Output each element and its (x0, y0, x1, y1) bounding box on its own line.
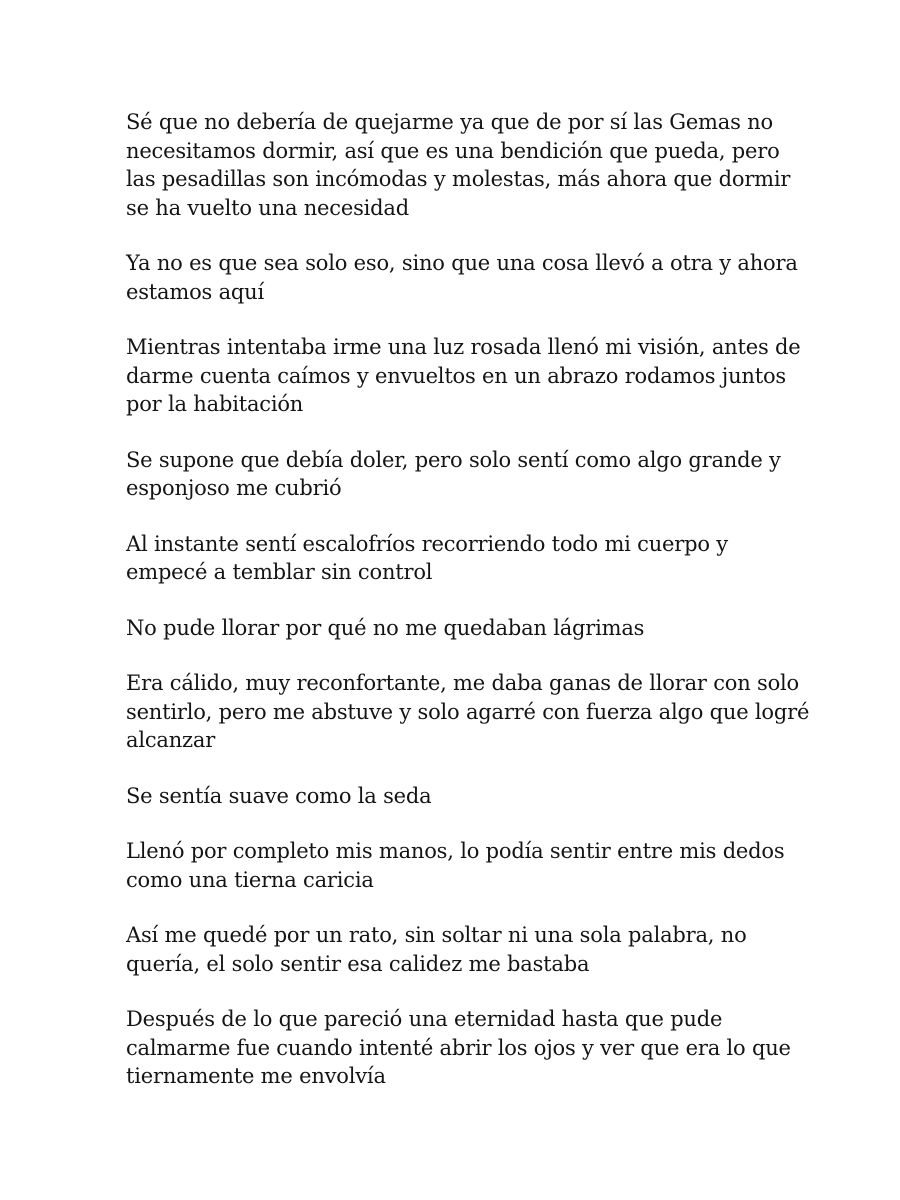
text-line: Después de lo que pareció una eternidad hasta que pude (126, 1007, 723, 1031)
text-line: Ya no es que sea solo eso, sino que una cosa llevó a otra y ahora (126, 251, 798, 275)
text-line: se ha vuelto una necesidad (126, 195, 409, 220)
text-line: esponjoso me cubrió (126, 476, 342, 500)
text-line: sentirlo, pero me abstuve y solo agarré con fuerza algo que logré (126, 699, 810, 724)
text-line: estamos aquí (126, 279, 264, 304)
text-line: Se sentía suave como la seda (126, 783, 432, 808)
text-line: Se supone que debía doler, pero solo sentí como algo grande y (126, 447, 781, 472)
text-line: alcanzar (126, 728, 216, 752)
text-line: Era cálido, muy reconfortante, me daba ganas de llorar con solo (126, 671, 799, 695)
text-line: darme cuenta caímos y envueltos en un abrazo rodamos juntos (126, 363, 786, 388)
paragraph (126, 108, 806, 222)
document-body (126, 108, 810, 1118)
text-line: quería, el solo sentir esa calidez me bastaba (126, 951, 590, 976)
paragraph (126, 333, 806, 419)
paragraph (126, 614, 806, 643)
text-line: Mientras intentaba irme una luz rosada llenó mi visión, antes de (126, 335, 801, 359)
text-line: No pude llorar por qué no me quedaban lágrimas (126, 615, 645, 640)
text-line: empecé a temblar sin control (126, 560, 433, 584)
text-line: Al instante sentí escalofríos recorriendo todo mi cuerpo y (126, 531, 728, 556)
paragraph (126, 782, 806, 811)
text-line: Así me quedé por un rato, sin soltar ni una sola palabra, no (126, 923, 747, 947)
paragraph (126, 530, 806, 587)
text-line: Llenó por completo mis manos, lo podía sentir entre mis dedos (126, 839, 785, 863)
paragraph (126, 837, 806, 894)
paragraph (126, 921, 806, 978)
text-line: como una tierna caricia (126, 867, 374, 892)
text-line: por la habitación (126, 392, 304, 416)
text-line: necesitamos dormir, así que es una bendición que pueda, pero (126, 138, 780, 163)
paragraph (126, 669, 810, 755)
paragraph (126, 1005, 806, 1091)
text-line: las pesadillas son incómodas y molestas, más ahora que dormir (126, 167, 791, 191)
text-line: Sé que no debería de quejarme ya que de por sí las Gemas no (126, 110, 773, 134)
text-line: tiernamente me envolvía (126, 1064, 386, 1088)
paragraph (126, 446, 806, 503)
paragraph (126, 249, 806, 306)
text-line: calmarme fue cuando intenté abrir los ojos y ver que era lo que (126, 1035, 791, 1060)
